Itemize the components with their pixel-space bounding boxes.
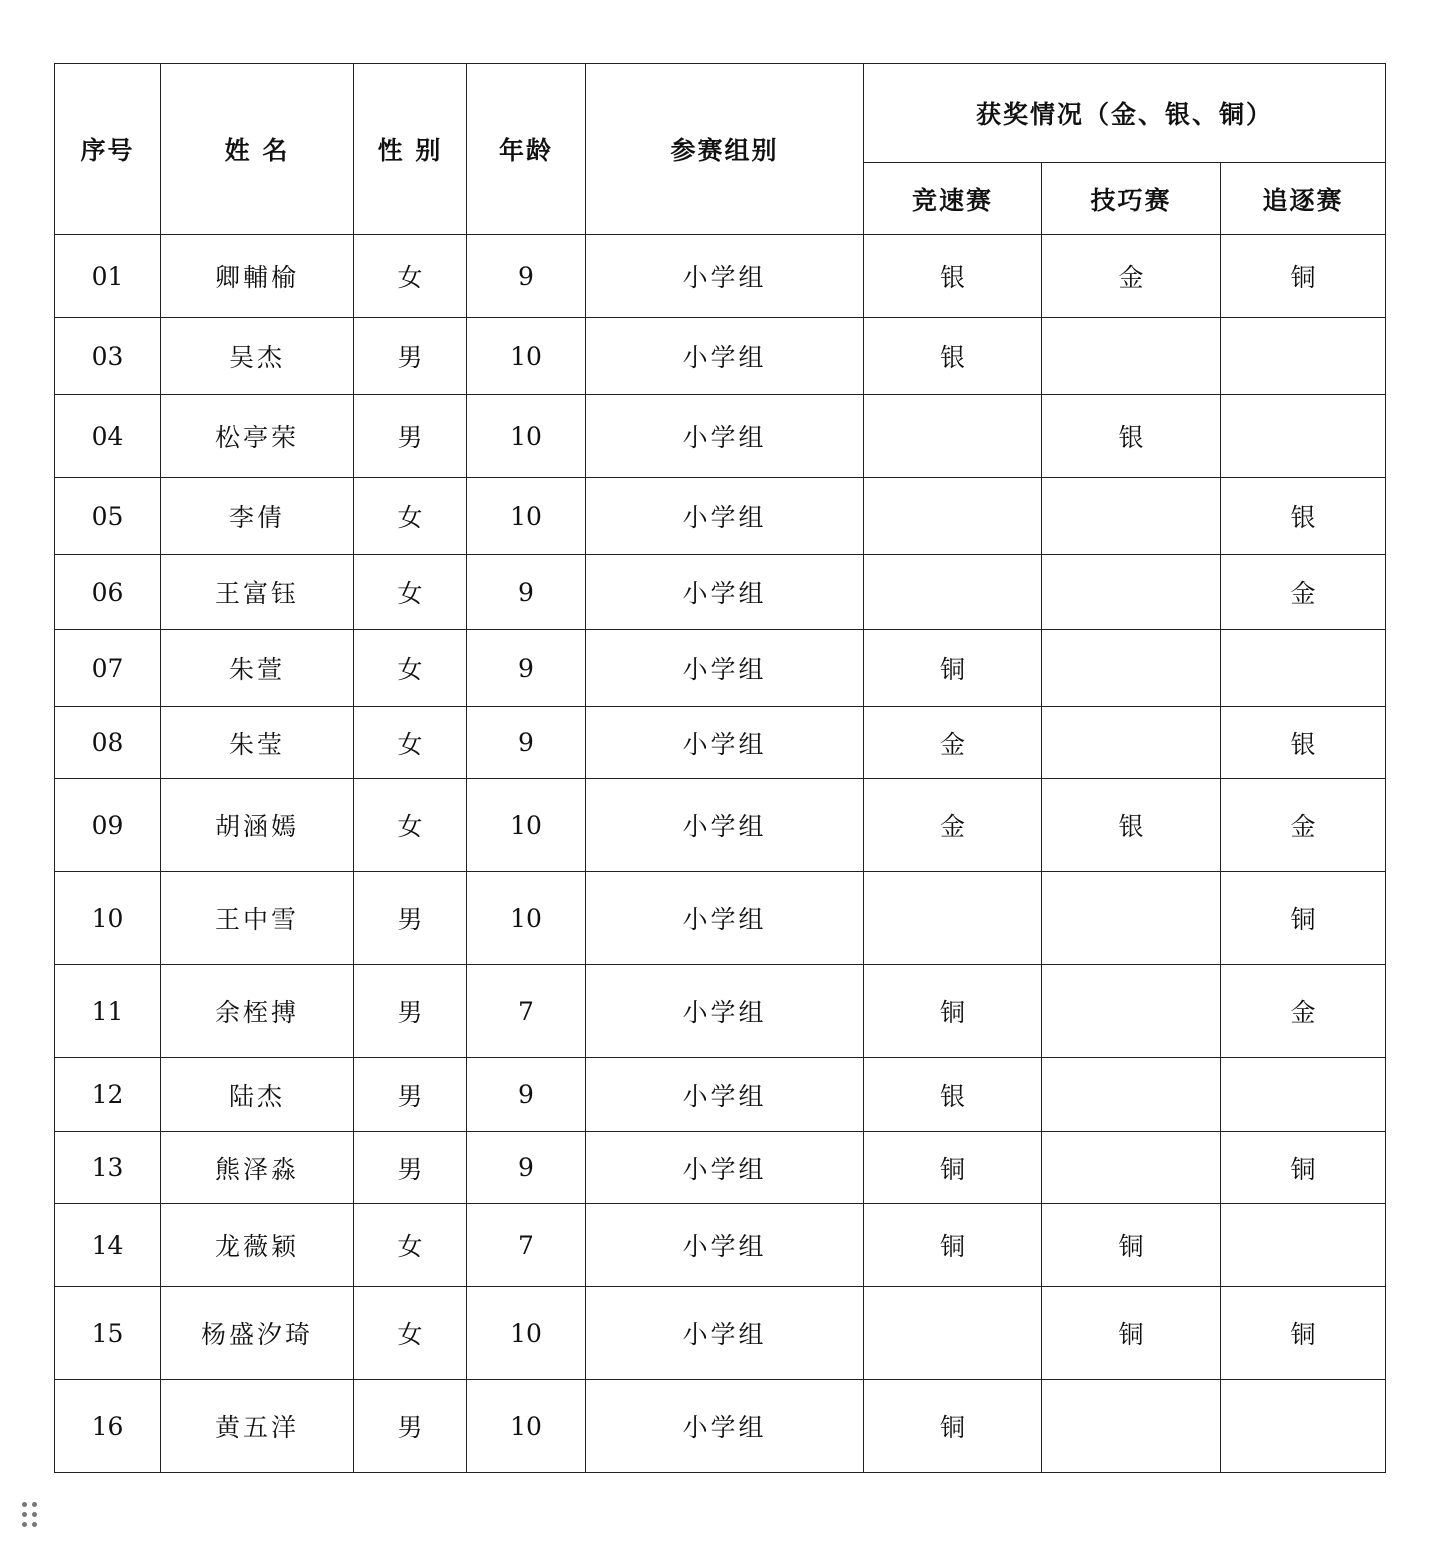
cell-chase: 金 bbox=[1221, 555, 1386, 630]
header-index: 序号 bbox=[55, 64, 161, 235]
cell-index: 10 bbox=[55, 872, 161, 965]
cell-skill: 银 bbox=[1042, 395, 1221, 478]
cell-group: 小学组 bbox=[586, 872, 864, 965]
cell-age: 7 bbox=[467, 1204, 586, 1287]
cell-name: 陆杰 bbox=[161, 1058, 354, 1132]
cell-index: 09 bbox=[55, 779, 161, 872]
cell-name: 胡涵嫣 bbox=[161, 779, 354, 872]
cell-group: 小学组 bbox=[586, 235, 864, 318]
cell-skill: 金 bbox=[1042, 235, 1221, 318]
cell-skill bbox=[1042, 1058, 1221, 1132]
table-row bbox=[55, 1132, 1386, 1204]
cell-group: 小学组 bbox=[586, 478, 864, 555]
cell-index: 12 bbox=[55, 1058, 161, 1132]
cell-skill bbox=[1042, 1380, 1221, 1473]
cell-name: 杨盛汐琦 bbox=[161, 1287, 354, 1380]
cell-age: 10 bbox=[467, 1287, 586, 1380]
header-chase: 追逐赛 bbox=[1221, 163, 1386, 235]
table-row bbox=[55, 395, 1386, 478]
cell-group: 小学组 bbox=[586, 1380, 864, 1473]
cell-gender: 女 bbox=[354, 235, 467, 318]
cell-name: 余桎搏 bbox=[161, 965, 354, 1058]
cell-skill: 银 bbox=[1042, 779, 1221, 872]
cell-group: 小学组 bbox=[586, 1058, 864, 1132]
cell-gender: 男 bbox=[354, 872, 467, 965]
cell-group: 小学组 bbox=[586, 965, 864, 1058]
cell-chase bbox=[1221, 318, 1386, 395]
cell-skill bbox=[1042, 707, 1221, 779]
cell-skill: 铜 bbox=[1042, 1287, 1221, 1380]
cell-gender: 女 bbox=[354, 555, 467, 630]
cell-name: 黄五洋 bbox=[161, 1380, 354, 1473]
table-row bbox=[55, 318, 1386, 395]
cell-age: 10 bbox=[467, 1380, 586, 1473]
cell-skill bbox=[1042, 1132, 1221, 1204]
cell-age: 9 bbox=[467, 1058, 586, 1132]
cell-gender: 女 bbox=[354, 707, 467, 779]
cell-gender: 男 bbox=[354, 1058, 467, 1132]
header-gender: 性 别 bbox=[354, 64, 467, 235]
cell-chase: 银 bbox=[1221, 707, 1386, 779]
cell-age: 10 bbox=[467, 872, 586, 965]
table-row bbox=[55, 1204, 1386, 1287]
header-skill: 技巧赛 bbox=[1042, 163, 1221, 235]
cell-chase bbox=[1221, 395, 1386, 478]
cell-group: 小学组 bbox=[586, 779, 864, 872]
cell-group: 小学组 bbox=[586, 1204, 864, 1287]
cell-age: 10 bbox=[467, 318, 586, 395]
cell-name: 松亭荣 bbox=[161, 395, 354, 478]
cell-age: 9 bbox=[467, 555, 586, 630]
table-row bbox=[55, 965, 1386, 1058]
cell-group: 小学组 bbox=[586, 395, 864, 478]
cell-gender: 女 bbox=[354, 1287, 467, 1380]
cell-speed: 铜 bbox=[864, 1380, 1042, 1473]
cell-speed: 银 bbox=[864, 1058, 1042, 1132]
table-row bbox=[55, 630, 1386, 707]
cell-age: 7 bbox=[467, 965, 586, 1058]
cell-name: 吴杰 bbox=[161, 318, 354, 395]
cell-gender: 男 bbox=[354, 965, 467, 1058]
header-name: 姓 名 bbox=[161, 64, 354, 235]
cell-gender: 男 bbox=[354, 1380, 467, 1473]
cell-chase: 金 bbox=[1221, 779, 1386, 872]
cell-speed bbox=[864, 872, 1042, 965]
awards-table bbox=[54, 63, 1386, 1473]
cell-group: 小学组 bbox=[586, 630, 864, 707]
cell-chase: 金 bbox=[1221, 965, 1386, 1058]
cell-skill bbox=[1042, 478, 1221, 555]
cell-index: 03 bbox=[55, 318, 161, 395]
cell-speed bbox=[864, 1287, 1042, 1380]
cell-speed: 金 bbox=[864, 707, 1042, 779]
cell-speed bbox=[864, 555, 1042, 630]
cell-index: 06 bbox=[55, 555, 161, 630]
cell-group: 小学组 bbox=[586, 1287, 864, 1380]
cell-age: 10 bbox=[467, 395, 586, 478]
cell-group: 小学组 bbox=[586, 1132, 864, 1204]
cell-skill: 铜 bbox=[1042, 1204, 1221, 1287]
cell-gender: 女 bbox=[354, 779, 467, 872]
cell-speed: 银 bbox=[864, 235, 1042, 318]
cell-gender: 男 bbox=[354, 1132, 467, 1204]
cell-index: 13 bbox=[55, 1132, 161, 1204]
cell-index: 08 bbox=[55, 707, 161, 779]
cell-speed: 铜 bbox=[864, 965, 1042, 1058]
cell-skill bbox=[1042, 872, 1221, 965]
table-row bbox=[55, 235, 1386, 318]
cell-gender: 女 bbox=[354, 1204, 467, 1287]
header-speed: 竞速赛 bbox=[864, 163, 1042, 235]
cell-age: 10 bbox=[467, 478, 586, 555]
cell-group: 小学组 bbox=[586, 318, 864, 395]
cell-speed bbox=[864, 478, 1042, 555]
cell-name: 龙薇颖 bbox=[161, 1204, 354, 1287]
cell-speed: 铜 bbox=[864, 630, 1042, 707]
cell-group: 小学组 bbox=[586, 555, 864, 630]
cell-skill bbox=[1042, 555, 1221, 630]
cell-index: 14 bbox=[55, 1204, 161, 1287]
table-row bbox=[55, 1287, 1386, 1380]
table-row bbox=[55, 872, 1386, 965]
cell-chase bbox=[1221, 1380, 1386, 1473]
cell-index: 11 bbox=[55, 965, 161, 1058]
header-awards: 获奖情况（金、银、铜） bbox=[864, 64, 1386, 163]
cell-speed bbox=[864, 395, 1042, 478]
cell-age: 10 bbox=[467, 779, 586, 872]
cell-gender: 男 bbox=[354, 318, 467, 395]
cell-speed: 铜 bbox=[864, 1204, 1042, 1287]
cell-chase: 铜 bbox=[1221, 235, 1386, 318]
header-age: 年龄 bbox=[467, 64, 586, 235]
cell-speed: 金 bbox=[864, 779, 1042, 872]
cell-age: 9 bbox=[467, 235, 586, 318]
cell-index: 15 bbox=[55, 1287, 161, 1380]
cell-age: 9 bbox=[467, 1132, 586, 1204]
cell-chase: 铜 bbox=[1221, 872, 1386, 965]
cell-index: 07 bbox=[55, 630, 161, 707]
table-row bbox=[55, 707, 1386, 779]
cell-skill bbox=[1042, 965, 1221, 1058]
table-row bbox=[55, 779, 1386, 872]
cell-chase bbox=[1221, 1058, 1386, 1132]
cell-gender: 男 bbox=[354, 395, 467, 478]
cell-skill bbox=[1042, 318, 1221, 395]
cell-chase bbox=[1221, 630, 1386, 707]
cell-name: 李倩 bbox=[161, 478, 354, 555]
cell-age: 9 bbox=[467, 630, 586, 707]
cell-index: 16 bbox=[55, 1380, 161, 1473]
table-row bbox=[55, 555, 1386, 630]
cell-skill bbox=[1042, 630, 1221, 707]
cell-chase: 铜 bbox=[1221, 1132, 1386, 1204]
cell-name: 王富钰 bbox=[161, 555, 354, 630]
cell-group: 小学组 bbox=[586, 707, 864, 779]
cell-name: 熊泽淼 bbox=[161, 1132, 354, 1204]
cell-name: 王中雪 bbox=[161, 872, 354, 965]
header-group: 参赛组别 bbox=[586, 64, 864, 235]
cell-chase: 银 bbox=[1221, 478, 1386, 555]
cell-name: 卿輔榆 bbox=[161, 235, 354, 318]
cell-name: 朱莹 bbox=[161, 707, 354, 779]
cell-age: 9 bbox=[467, 707, 586, 779]
table-row bbox=[55, 1380, 1386, 1473]
drag-handle-icon[interactable] bbox=[22, 1502, 40, 1528]
cell-index: 04 bbox=[55, 395, 161, 478]
cell-chase: 铜 bbox=[1221, 1287, 1386, 1380]
table-row bbox=[55, 478, 1386, 555]
cell-chase bbox=[1221, 1204, 1386, 1287]
table-row bbox=[55, 1058, 1386, 1132]
cell-index: 01 bbox=[55, 235, 161, 318]
cell-name: 朱萱 bbox=[161, 630, 354, 707]
cell-speed: 银 bbox=[864, 318, 1042, 395]
cell-index: 05 bbox=[55, 478, 161, 555]
cell-gender: 女 bbox=[354, 478, 467, 555]
cell-speed: 铜 bbox=[864, 1132, 1042, 1204]
cell-gender: 女 bbox=[354, 630, 467, 707]
